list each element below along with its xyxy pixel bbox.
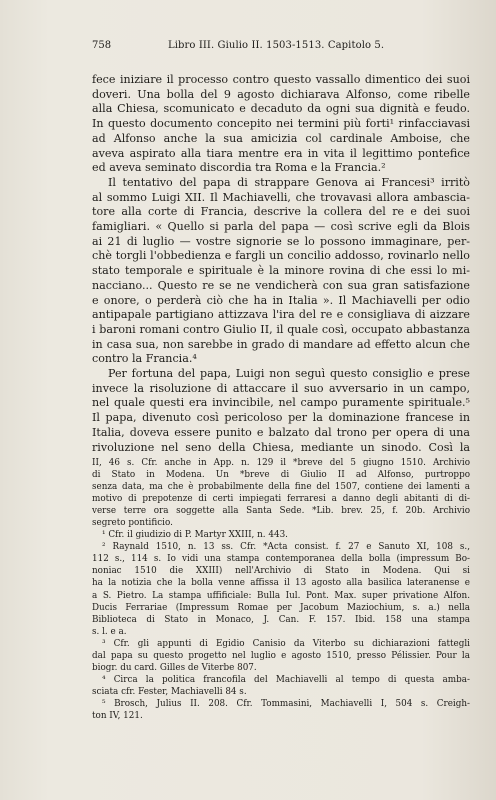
text-line: aveva aspirato alla tiara mentre era in vita il legittimo pontefice (92, 146, 470, 160)
text-line: famigliari. « Quello si parla del papa — così scrive egli da Blois (92, 220, 470, 234)
footnote-line: II, 46 s. Cfr. anche in App. n. 129 il *breve del 5 giugno 1510. Archivio (92, 458, 470, 468)
text-line: In questo documento concepito nei termini più forti¹ rinfacciavasi (92, 117, 470, 131)
text-line: Italia, doveva essere punito e balzato dal trono per opera di una (92, 425, 470, 439)
footnote-line: ton IV, 121. (92, 710, 143, 721)
text-line: Il tentativo del papa di strappare Genova ai Francesi³ irritò (108, 175, 470, 189)
footnote-line: 112 s., 114 s. Io vidi una stampa contemporanea della bolla (impressum Bo- (92, 554, 470, 565)
footnote-line: dal papa su questo progetto nel luglio e agosto 1510, presso Pélissier. Pour la (92, 650, 470, 661)
text-line: nel quale questi era invincibile, nel campo puramente spirituale.⁵ (92, 396, 470, 410)
footnote-line: ¹ Cfr. il giudizio di P. Martyr XXIII, n. 443. (102, 530, 288, 541)
footnote-line: senza data, ma che è probabilmente della fine del 1507, contiene dei lamenti a (92, 482, 470, 493)
footnote-line: ² Raynald 1510, n. 13 ss. Cfr. *Acta consist. f. 27 e Sanuto XI, 108 s., (102, 542, 470, 553)
footnote-line: sciata cfr. Fester, Machiavelli 84 s. (92, 686, 247, 697)
footnotes (92, 457, 470, 722)
footnote-line: s. l. e a. (92, 626, 127, 637)
footnote-line: Biblioteca di Stato in Monaco, J. Can. F. 157. Ibid. 158 una stampa (92, 614, 470, 625)
text-line: al sommo Luigi XII. Il Machiavelli, che trovavasi allora ambascia- (92, 190, 470, 204)
text-line: chè torgli l'obbedienza e fargli un concilio addosso, rovinarlo nello (92, 249, 470, 263)
footnote-line: ³ Cfr. gli appunti di Egidio Canisio da Viterbo su dichiarazioni fattegli (102, 638, 470, 649)
text-line: nacciano... Questo re se ne vendicherà con sua gran satisfazione (92, 278, 470, 292)
footnote-line: segreto pontificio. (92, 518, 173, 529)
footnote-line: ⁵ Brosch, Julius II. 208. Cfr. Tommasini, Machiavelli I, 504 s. Creigh- (102, 698, 470, 709)
footnote-line: biogr. du card. Gilles de Viterbe 807. (92, 662, 257, 673)
running-title: Libro III. Giulio II. 1503-1513. Capitolo 5. (168, 40, 385, 51)
text-line: i baroni romani contro Giulio II, il quale così, occupato abbastanza (92, 322, 470, 336)
text-line: alla Chiesa, scomunicato e decaduto da ogni sua dignità e feudo. (92, 102, 470, 116)
text-line: contro la Francia.⁴ (92, 352, 197, 366)
footnote-line: ⁴ Circa la politica francofila del Machiavelli al tempo di questa amba- (102, 674, 470, 685)
text-line: ed aveva seminato discordia tra Roma e la Francia.² (92, 161, 386, 175)
main-text (92, 73, 470, 455)
text-line: tore alla corte di Francia, descrive la collera del re e dei suoi (92, 205, 470, 219)
text-line: rivoluzione nel seno della Chiesa, mediante un sinodo. Così la (92, 440, 470, 454)
footnote-line: motivo di prepotenze di certi impiegati ferraresi a danno degli abitanti di di- (92, 494, 470, 505)
text-line: Per fortuna del papa, Luigi non seguì questo consiglio e prese (108, 367, 470, 381)
text-line: ai 21 di luglio — vostre signorie se lo possono immaginare, per- (92, 234, 470, 248)
text-line: invece la risoluzione di attaccare il suo avversario in un campo, (92, 381, 470, 395)
text-line: antipapale partigiano attizzava l'ira del re e consigliava di aizzare (92, 308, 470, 322)
footnote-line: noniac 1510 die XXIII) nell'Archivio di Stato in Modena. Qui si (92, 566, 470, 577)
text-line: stato temporale e spirituale è la minore rovina di che essi lo mi- (92, 264, 470, 278)
text-line: fece iniziare il processo contro questo vassallo dimentico dei suoi (92, 73, 470, 86)
footnote-line: verse terre ora soggette alla Santa Sede. *Lib. brev. 25, f. 20b. Archivio (92, 506, 470, 517)
footnote-line: Ducis Ferrariae (Impressum Romae per Jacobum Maziochium, s. a.) nella (92, 602, 470, 613)
text-line: ad Alfonso anche la sua amicizia col cardinale Amboise, che (92, 131, 470, 145)
text-line: doveri. Una bolla del 9 agosto dichiarava Alfonso, come ribelle (92, 87, 470, 101)
text-line: Il papa, divenuto così pericoloso per la dominazione francese in (92, 411, 470, 425)
page-number: 758 (92, 40, 112, 51)
footnote-line: a S. Pietro. La stampa uffificiale: Bulla Iul. Pont. Max. super privatione Alfon. (92, 590, 470, 601)
footnote-line: di Stato in Modena. Un *breve di Giulio II ad Alfonso, purtroppo (92, 470, 470, 481)
page-header (84, 40, 400, 56)
footnote-line: ha la notizia che la bolla venne affissa il 13 agosto alla basilica lateranense e (92, 578, 470, 589)
text-line: e onore, o perderà ciò che ha in Italia ». Il Machiavelli per odio (92, 293, 470, 307)
text-line: in casa sua, non sarebbe in grado di mandare ad effetto alcun che (92, 337, 470, 351)
